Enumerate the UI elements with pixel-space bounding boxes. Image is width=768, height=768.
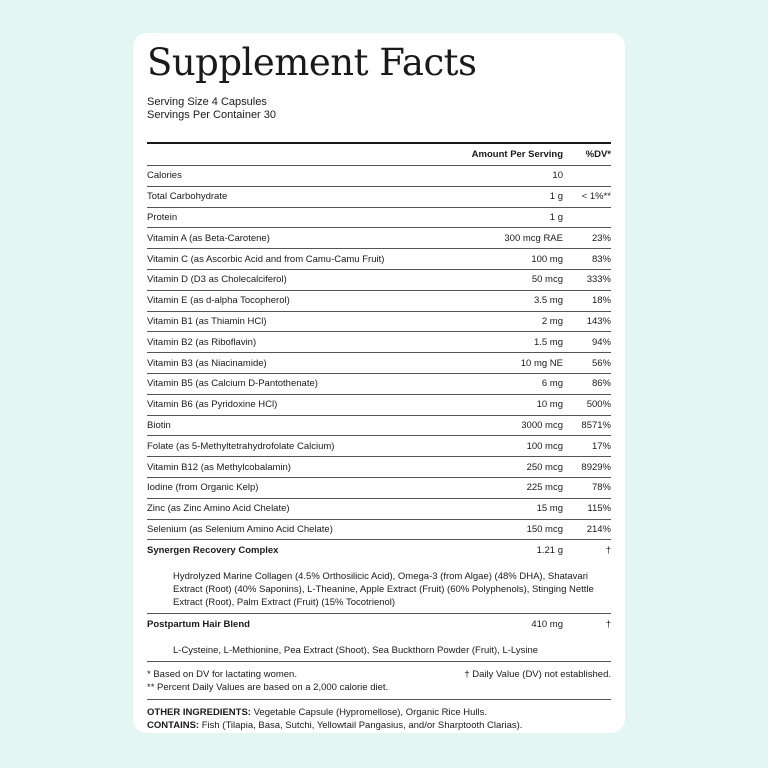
supplement-facts-panel — [133, 33, 625, 733]
nutrient-dv: 86% — [591, 378, 611, 390]
nutrient-name: Vitamin B5 (as Calcium D-Pantothenate) — [147, 378, 318, 390]
nutrient-dv: 78% — [591, 482, 611, 494]
serving-info — [147, 96, 611, 122]
nutrient-name: Folate (as 5-Methyltetrahydrofolate Calcium) — [147, 440, 335, 452]
nutrient-amount: 225 mcg — [526, 482, 563, 494]
nutrient-name: Vitamin A (as Beta-Carotene) — [147, 232, 270, 244]
nutrient-amount: 10 mg NE — [520, 357, 563, 369]
nutrient-name: Vitamin B6 (as Pyridoxine HCl) — [147, 399, 278, 411]
other-ingredients-section — [147, 699, 611, 732]
complex-blends — [147, 540, 611, 662]
nutrient-dv: 56% — [591, 357, 611, 369]
nutrient-amount: 15 mg — [536, 503, 563, 515]
nutrient-name: Total Carbohydrate — [147, 191, 228, 203]
blend-name: Synergen Recovery Complex — [147, 545, 279, 557]
blend-dv: † — [605, 619, 611, 631]
nutrient-name: Vitamin B1 (as Thiamin HCl) — [147, 315, 267, 327]
nutrient-name: Biotin — [147, 419, 171, 431]
table-row — [147, 332, 611, 353]
blend-amount: 1.21 g — [536, 545, 563, 557]
nutrient-dv: 83% — [591, 253, 611, 265]
nutrient-amount: 250 mcg — [526, 461, 563, 473]
table-row — [147, 166, 611, 187]
nutrient-amount: 3000 mcg — [521, 419, 563, 431]
nutrient-dv: 143% — [586, 315, 611, 327]
table-row — [147, 520, 611, 541]
nutrient-amount: 1 g — [549, 191, 563, 203]
blend-dv: † — [605, 545, 611, 557]
nutrient-amount: 100 mg — [531, 253, 563, 265]
nutrient-amount: 300 mcg RAE — [504, 232, 563, 244]
blend-group — [147, 614, 611, 662]
nutrient-name: Iodine (from Organic Kelp) — [147, 482, 259, 494]
footnotes — [147, 662, 611, 694]
nutrient-name: Protein — [147, 211, 178, 223]
other-ingredients: OTHER INGREDIENTS: Vegetable Capsule (Hypromellose), Organic Rice Hulls. — [147, 707, 488, 719]
table-row — [147, 291, 611, 312]
nutrient-amount: 10 — [552, 170, 563, 182]
nutrient-name: Vitamin B2 (as Riboflavin) — [147, 336, 257, 348]
nutrient-name: Vitamin E (as d-alpha Tocopherol) — [147, 295, 290, 307]
nutrient-dv: 500% — [586, 399, 611, 411]
table-row — [147, 395, 611, 416]
table-row — [147, 312, 611, 333]
footnote-lactating: * Based on DV for lactating women. — [147, 669, 297, 681]
nutrient-dv: 23% — [591, 232, 611, 244]
nutrient-name: Calories — [147, 170, 182, 182]
blend-name: Postpartum Hair Blend — [147, 619, 250, 631]
nutrient-dv: 18% — [591, 295, 611, 307]
table-row — [147, 436, 611, 457]
panel-title: Supplement Facts — [147, 41, 477, 84]
table-row — [147, 187, 611, 208]
nutrient-name: Vitamin B3 (as Niacinamide) — [147, 357, 267, 369]
table-row — [147, 499, 611, 520]
servings-per-container: Servings Per Container 30 — [147, 109, 277, 121]
nutrient-dv: 94% — [591, 336, 611, 348]
nutrient-amount: 3.5 mg — [533, 295, 563, 307]
nutrient-amount: 100 mcg — [526, 440, 563, 452]
table-row — [147, 457, 611, 478]
dv-header: %DV* — [585, 149, 611, 160]
contains-allergens: CONTAINS: Fish (Tilapia, Basa, Sutchi, Yellowtail Pangasius, and/or Sharptooth Clarias). — [147, 720, 523, 732]
blend-ingredients: L-Cysteine, L-Methionine, Pea Extract (Shoot), Sea Buckthorn Powder (Fruit), L-Lysine — [173, 645, 539, 657]
blend-group — [147, 540, 611, 614]
nutrient-amount: 10 mg — [536, 399, 563, 411]
nutrient-amount: 50 mcg — [531, 274, 563, 286]
nutrient-name: Vitamin D (D3 as Cholecalciferol) — [147, 274, 287, 286]
blend-amount: 410 mg — [531, 619, 563, 631]
table-row — [147, 270, 611, 291]
nutrient-dv: 8929% — [581, 461, 611, 473]
nutrient-amount: 2 mg — [541, 315, 563, 327]
nutrient-dv: 115% — [587, 503, 611, 515]
table-row — [147, 353, 611, 374]
nutrient-dv: < 1%** — [581, 191, 611, 203]
amount-header: Amount Per Serving — [471, 149, 563, 160]
serving-size: Serving Size 4 Capsules — [147, 96, 267, 108]
table-row — [147, 228, 611, 249]
table-row — [147, 374, 611, 395]
nutrient-amount: 1 g — [549, 211, 563, 223]
nutrient-name: Zinc (as Zinc Amino Acid Chelate) — [147, 503, 290, 515]
nutrient-name: Selenium (as Selenium Amino Acid Chelate) — [147, 523, 333, 535]
nutrient-rows — [147, 166, 611, 540]
nutrient-name: Vitamin C (as Ascorbic Acid and from Camu-Camu Fruit) — [147, 253, 385, 265]
blend-ingredients: Hydrolyzed Marine Collagen (4.5% Orthosilicic Acid), Omega-3 (from Algae) (48% DHA), Shatavari Extract (Root) (40% Saponins), L-Theanine, Apple Extract (Fruit) (60% Polyphenols), Stinging Nettle Extract (Root), Palm Extract (Fruit) (15% Tocotrienol) — [173, 571, 594, 609]
nutrient-dv: 214% — [586, 523, 611, 535]
nutrient-name: Vitamin B12 (as Methylcobalamin) — [147, 461, 291, 473]
nutrient-amount: 6 mg — [541, 378, 563, 390]
nutrient-dv: 8571% — [581, 419, 611, 431]
nutrient-dv: 17% — [591, 440, 611, 452]
nutrient-dv: 333% — [586, 274, 611, 286]
table-row — [147, 478, 611, 499]
nutrient-amount: 1.5 mg — [533, 336, 563, 348]
table-row — [147, 249, 611, 270]
nutrient-amount: 150 mcg — [526, 523, 563, 535]
footnote-dagger: † Daily Value (DV) not established. — [464, 669, 611, 681]
table-header — [147, 144, 611, 166]
table-row — [147, 416, 611, 437]
table-row — [147, 208, 611, 229]
footnote-percent: ** Percent Daily Values are based on a 2,000 calorie diet. — [147, 682, 389, 694]
